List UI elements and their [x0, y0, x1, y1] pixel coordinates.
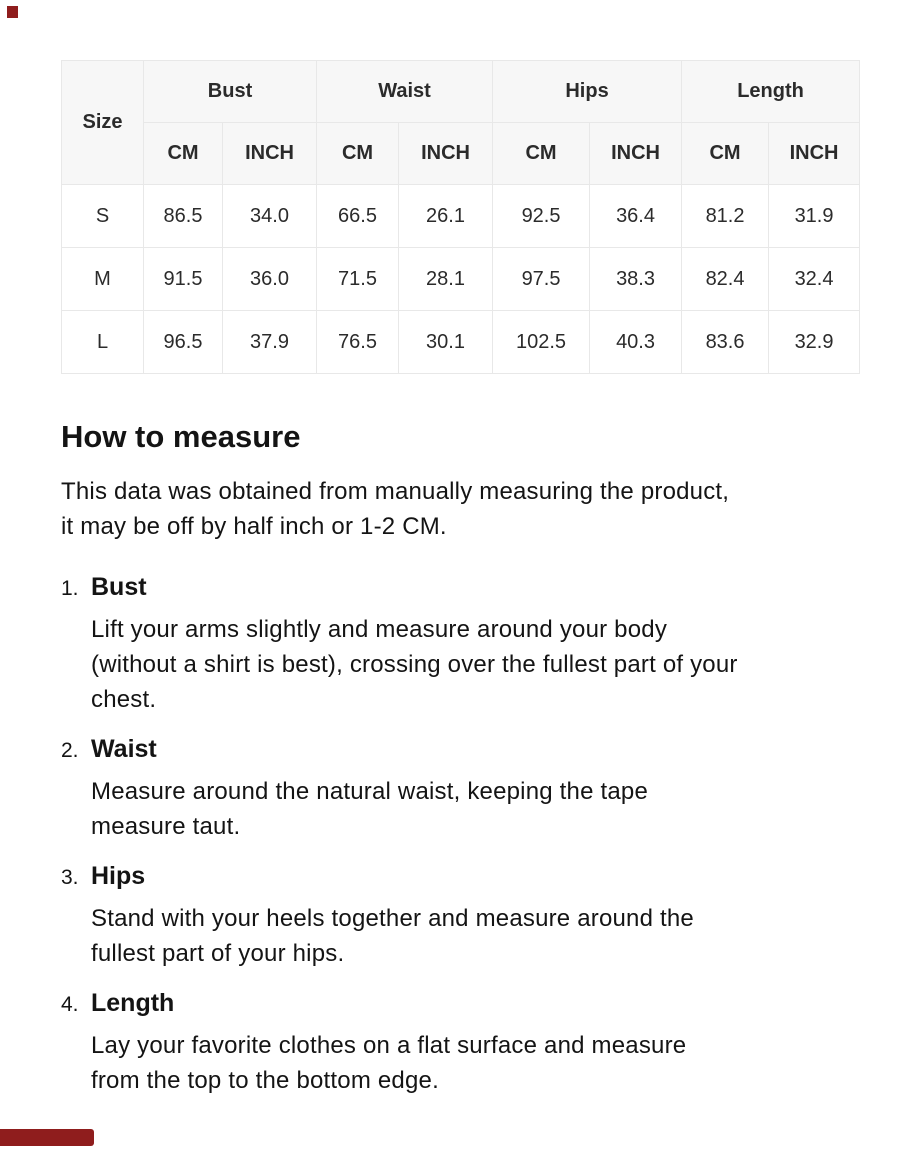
size-column-header: Size	[62, 61, 144, 185]
size-chart-header	[62, 61, 860, 185]
description-line: (without a shirt is best), crossing over the fullest part of your	[91, 651, 738, 678]
description-line: Stand with your heels together and measure around the	[91, 905, 694, 932]
step-description	[91, 612, 920, 717]
unit-header-cm: CM	[493, 123, 590, 185]
step-number: 4.	[61, 993, 79, 1016]
step-title-length: Length	[91, 989, 175, 1017]
list-item-length	[61, 986, 920, 1098]
measurement-cell: 31.9	[769, 185, 860, 248]
disclaimer-line: it may be off by half inch or 1-2 CM.	[61, 513, 447, 540]
measurement-cell: 28.1	[399, 248, 493, 311]
measurement-cell: 38.3	[590, 248, 682, 311]
description-line: fullest part of your hips.	[91, 940, 345, 967]
measure-steps-list	[61, 570, 920, 1098]
step-head	[61, 859, 920, 895]
unit-header-inch: INCH	[769, 123, 860, 185]
step-number: 1.	[61, 577, 79, 600]
measurement-cell: 30.1	[399, 311, 493, 374]
size-cell: S	[62, 185, 144, 248]
measurement-cell: 37.9	[223, 311, 317, 374]
step-head	[61, 732, 920, 768]
step-title-bust: Bust	[91, 573, 147, 601]
bust-group-header: Bust	[144, 61, 317, 123]
step-description	[91, 1028, 920, 1098]
unit-header-cm: CM	[144, 123, 223, 185]
measurement-cell: 26.1	[399, 185, 493, 248]
list-item-waist	[61, 732, 920, 844]
measurement-cell: 102.5	[493, 311, 590, 374]
measurement-cell: 34.0	[223, 185, 317, 248]
measurement-cell: 92.5	[493, 185, 590, 248]
description-line: measure taut.	[91, 813, 241, 840]
unit-header-inch: INCH	[399, 123, 493, 185]
measurement-cell: 71.5	[317, 248, 399, 311]
step-number: 2.	[61, 739, 79, 762]
description-line: Lift your arms slightly and measure around your body	[91, 616, 668, 643]
measurement-cell: 76.5	[317, 311, 399, 374]
measurement-cell: 83.6	[682, 311, 769, 374]
table-row-size-l	[62, 311, 860, 374]
step-head	[61, 570, 920, 606]
size-cell: L	[62, 311, 144, 374]
red-bar-bottom-left	[0, 1129, 94, 1146]
size-chart-table	[61, 60, 860, 374]
step-description	[91, 774, 920, 844]
step-title-waist: Waist	[91, 735, 157, 763]
list-item-hips	[61, 859, 920, 971]
measurement-cell: 91.5	[144, 248, 223, 311]
how-to-measure-heading: How to measure	[61, 419, 301, 454]
measurement-cell: 97.5	[493, 248, 590, 311]
measurement-cell: 36.4	[590, 185, 682, 248]
measurement-cell: 36.0	[223, 248, 317, 311]
measurement-cell: 66.5	[317, 185, 399, 248]
measurement-cell: 81.2	[682, 185, 769, 248]
step-description	[91, 901, 920, 971]
description-line: Lay your favorite clothes on a flat surface and measure	[91, 1032, 687, 1059]
measurement-cell: 32.4	[769, 248, 860, 311]
measurement-cell: 40.3	[590, 311, 682, 374]
table-row-size-s	[62, 185, 860, 248]
description-line: chest.	[91, 686, 157, 713]
red-mark-top-left	[7, 6, 18, 18]
measurement-cell: 32.9	[769, 311, 860, 374]
measure-disclaimer	[61, 474, 920, 544]
unit-header-cm: CM	[317, 123, 399, 185]
table-row-size-m	[62, 248, 860, 311]
list-item-bust	[61, 570, 920, 717]
step-number: 3.	[61, 866, 79, 889]
unit-header-cm: CM	[682, 123, 769, 185]
description-line: Measure around the natural waist, keeping the tape	[91, 778, 649, 805]
disclaimer-line: This data was obtained from manually measuring the product,	[61, 478, 730, 505]
length-group-header: Length	[682, 61, 860, 123]
size-cell: M	[62, 248, 144, 311]
unit-header-inch: INCH	[223, 123, 317, 185]
waist-group-header: Waist	[317, 61, 493, 123]
step-title-hips: Hips	[91, 862, 146, 890]
description-line: from the top to the bottom edge.	[91, 1067, 439, 1094]
hips-group-header: Hips	[493, 61, 682, 123]
step-head	[61, 986, 920, 1022]
measurement-cell: 82.4	[682, 248, 769, 311]
measurement-cell: 86.5	[144, 185, 223, 248]
unit-header-inch: INCH	[590, 123, 682, 185]
measurement-cell: 96.5	[144, 311, 223, 374]
